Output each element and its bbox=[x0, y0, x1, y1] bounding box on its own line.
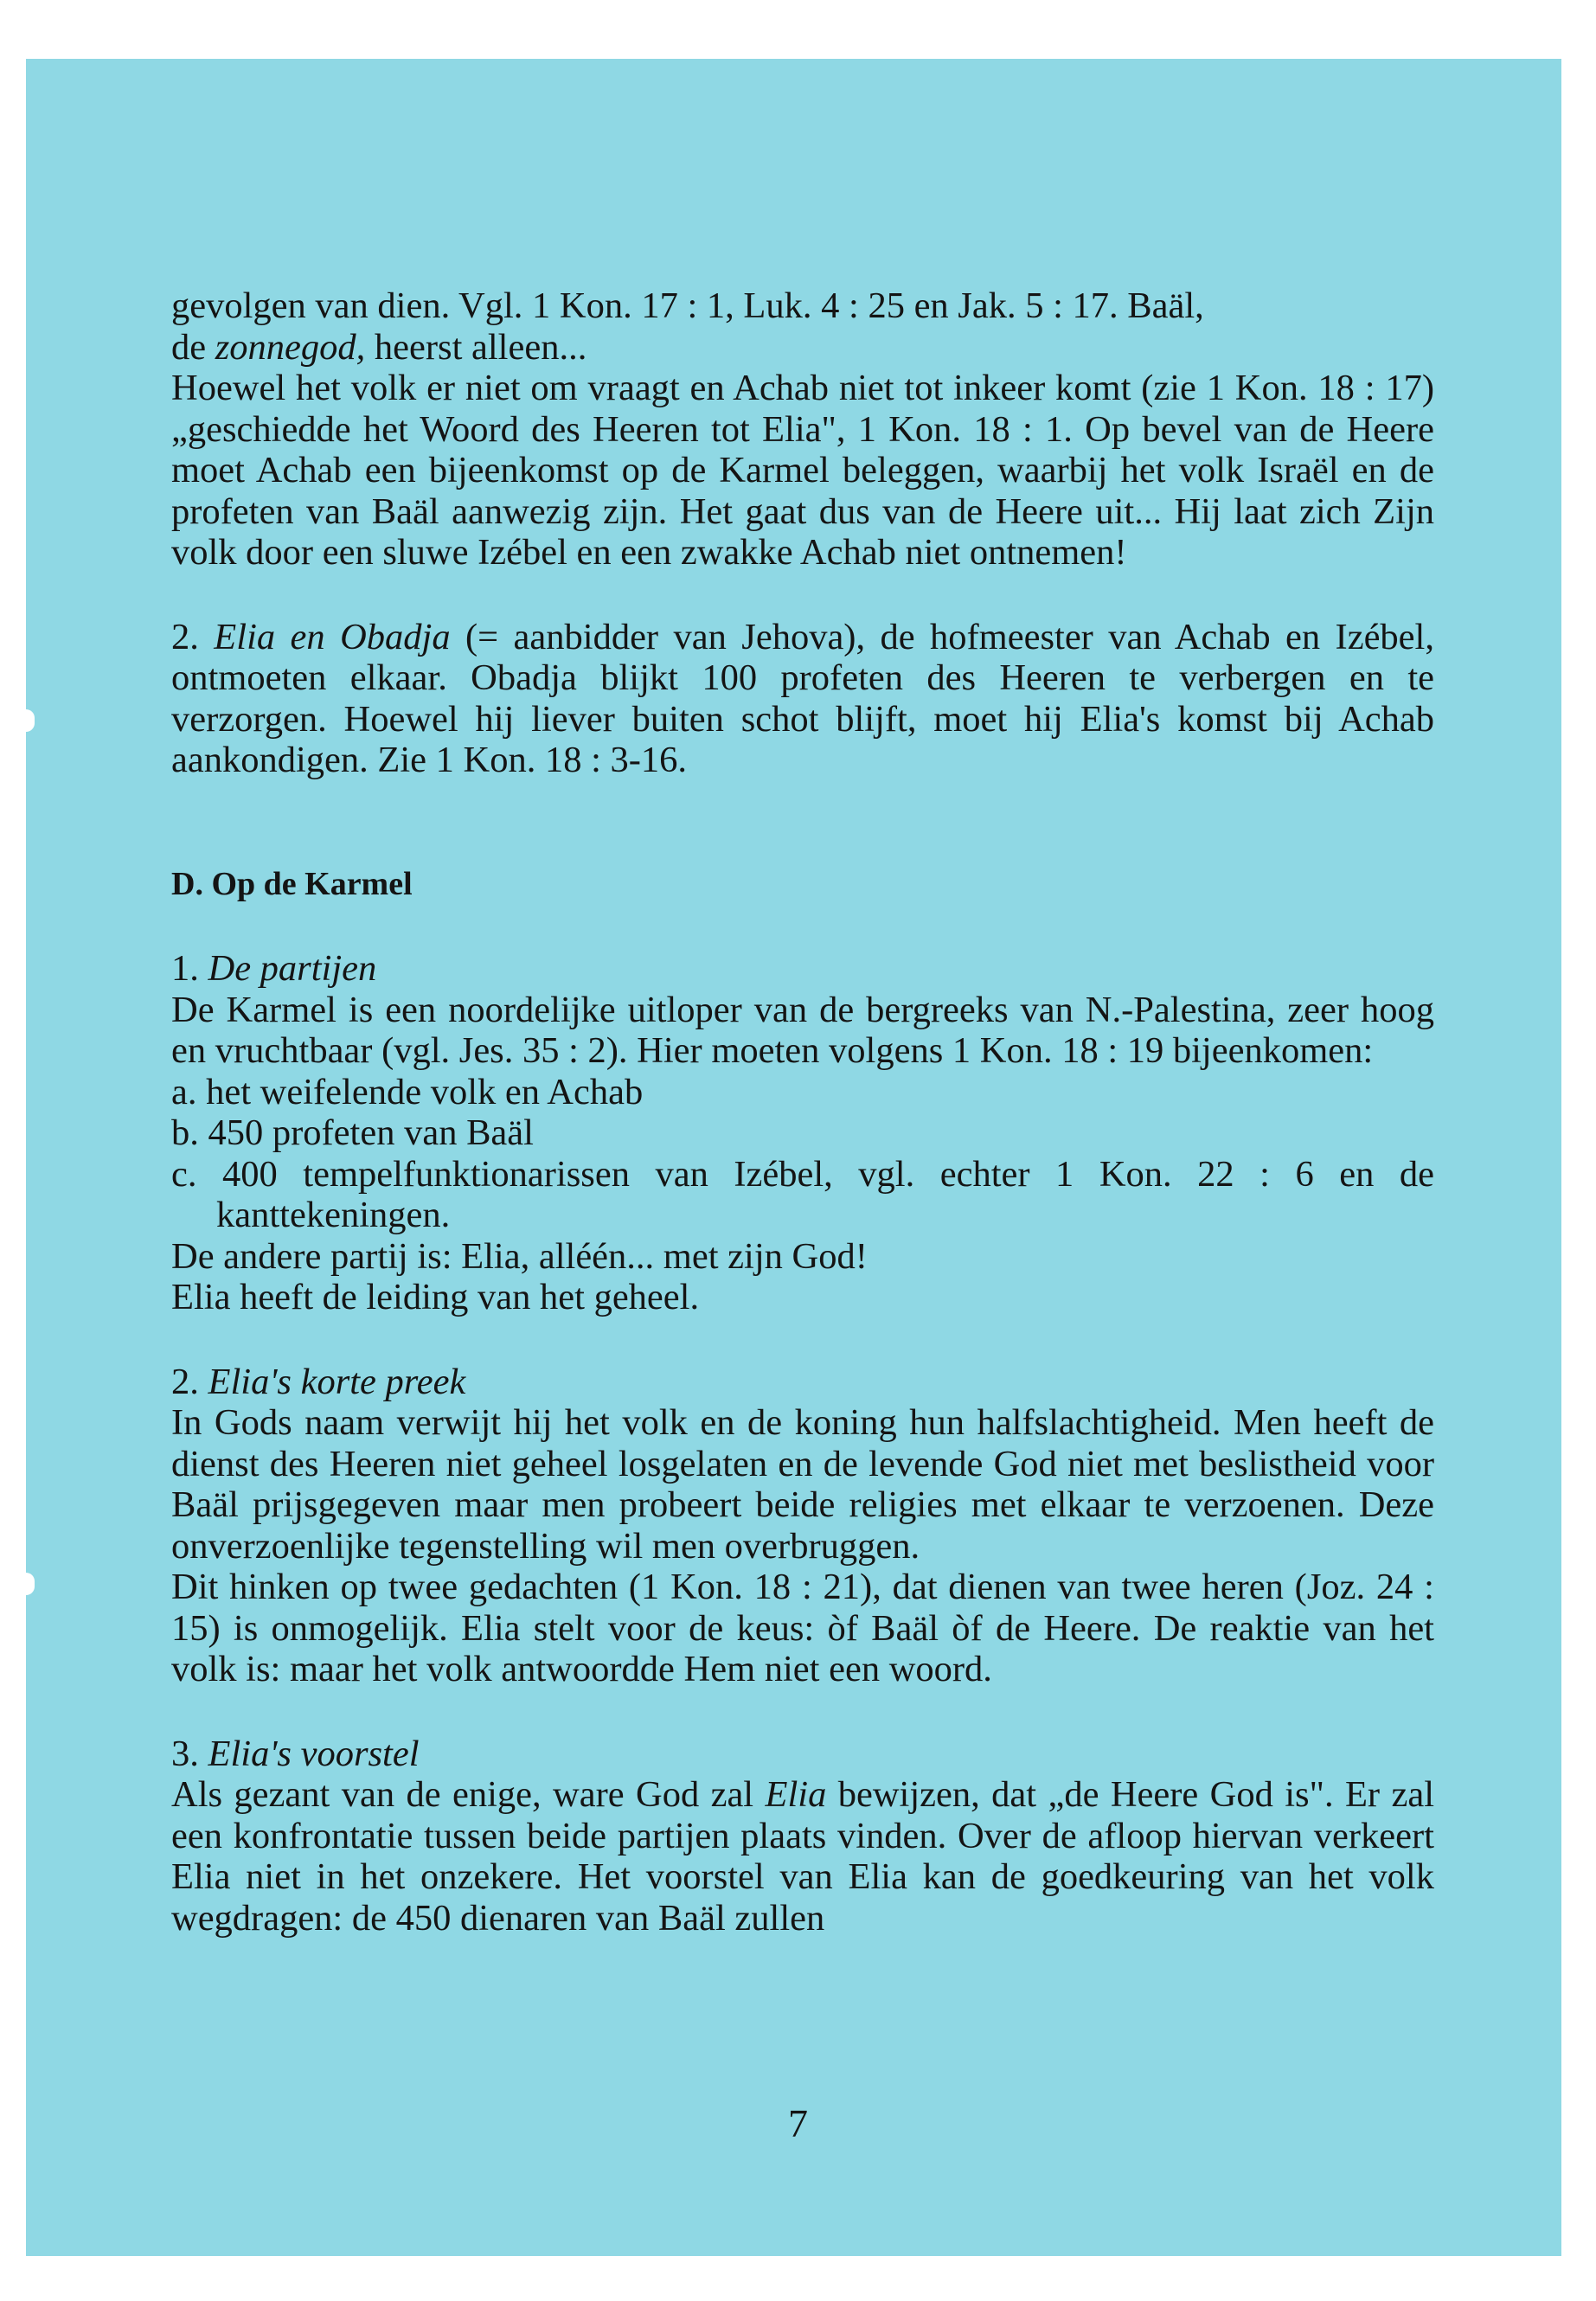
page-number: 7 bbox=[788, 2101, 808, 2145]
subsection-partijen: 1. De partijen De Karmel is een noordelijke uitloper van de bergreeks van N.-Palestina, zeer hoog en vruchtbaar (vgl. Jes. 35 : 2). Hier moeten volgens 1 Kon. 18 : 19 bijeenkomen: a. het weifelende volk en Achab b. 450 profeten van Baäl c. 400 tempelfunktionarissen van Izébel, vgl. echter 1 Kon. 22 : 6 en de kanttekeningen. De andere partij is: Elia, alléén... met zijn God! Elia heeft de leiding van het geheel. bbox=[171, 948, 1434, 1317]
page-body bbox=[171, 285, 1434, 1939]
intro-rest: Hoewel het volk er niet om vraagt en Achab niet tot inkeer komt (zie 1 Kon. 18 : 17) „geschiedde het Woord des Heeren tot Elia", 1 Kon. 18 : 1. Op bevel van de Heere moet Achab een bijeenkomst op de Karmel beleggen, waarbij het volk Israël en de profeten van Baäl aanwezig zijn. Het gaat dus van de Heere uit... Hij laat zich Zijn volk door een sluwe Izébel en een zwakke Achab niet ontnemen! bbox=[171, 368, 1434, 573]
list-item: b. 450 profeten van Baäl bbox=[171, 1112, 534, 1153]
paragraph-intro: gevolgen van dien. Vgl. 1 Kon. 17 : 1, Luk. 4 : 25 en Jak. 5 : 17. Baäl, de zonnegod, heerst alleen... Hoewel het volk er niet om vraagt en Achab niet tot inkeer komt (zie 1 Kon. 18 : 17) „geschiedde het Woord des Heeren tot Elia", 1 Kon. 18 : 1. Op bevel van de Heere moet Achab een bijeenkomst op de Karmel beleggen, waarbij het volk Israël en de profeten van Baäl aanwezig zijn. Het gaat dus van de Heere uit... Hij laat zich Zijn volk door een sluwe Izébel en een zwakke Achab niet ontnemen! bbox=[171, 285, 1434, 573]
subsection-title: Elia's voorstel bbox=[208, 1733, 420, 1774]
emphasis-elia: Elia bbox=[765, 1774, 827, 1815]
subsection-voorstel: 3. Elia's voorstel Als gezant van de enige, ware God zal Elia bewijzen, dat „de Heere God is". Er zal een konfrontatie tussen beide partijen plaats vinden. Over de afloop hiervan verkeert Elia niet in het onzekere. Het voorstel van Elia kan de goedkeuring van het volk wegdragen: de 450 dienaren van Baäl zullen bbox=[171, 1733, 1434, 1939]
subsection-korte-preek: 2. Elia's korte preek In Gods naam verwijt hij het volk en de koning hun halfslachtigheid. Men heeft de dienst des Heeren niet geheel losgelaten en de levende God niet met beslistheid voor Baäl prijsgegeven maar men probeert beide religies met elkaar te verzoenen. Deze onverzoenlijke tegenstelling wil men overbruggen. Dit hinken op twee gedachten (1 Kon. 18 : 21), dat dienen van twee heren (Joz. 24 : 15) is onmogelijk. Elia stelt voor de keus: òf Baäl òf de Heere. De reaktie van het volk is: maar het volk antwoordde Hem niet een woord. bbox=[171, 1361, 1434, 1689]
list-item: c. 400 tempelfunktionarissen van Izébel, vgl. echter 1 Kon. 22 : 6 en de kanttekeningen. bbox=[171, 1153, 1434, 1235]
subtitle-elia-obadja: Elia en Obadja bbox=[214, 616, 451, 657]
paragraph-text: Dit hinken op twee gedachten (1 Kon. 18 : 21), dat dienen van twee heren (Joz. 24 : 15) is onmogelijk. Elia stelt voor de keus: òf Baäl òf de Heere. De reaktie van het volk is: maar het volk antwoordde Hem niet een woord. bbox=[171, 1567, 1434, 1689]
paragraph-text: Als gezant van de enige, ware God zal Elia bewijzen, dat „de Heere God is". Er zal een konfrontatie tussen beide partijen plaats vinden. Over de afloop hiervan verkeert Elia niet in het onzekere. Het voorstel van Elia kan de goedkeuring van het volk wegdragen: de 450 dienaren van Baäl zullen bbox=[171, 1774, 1434, 1939]
intro-line-1: gevolgen van dien. Vgl. 1 Kon. 17 : 1, Luk. 4 : 25 en Jak. 5 : 17. Baäl, bbox=[171, 285, 1204, 326]
paragraph-text: De Karmel is een noordelijke uitloper van de bergreeks van N.-Palestina, zeer hoog en vruchtbaar (vgl. Jes. 35 : 2). Hier moeten volgens 1 Kon. 18 : 19 bijeenkomen: bbox=[171, 989, 1434, 1071]
paragraph-elia-obadja: 2. Elia en Obadja (= aanbidder van Jehova), de hofmeester van Achab en Izébel, ontmoeten elkaar. Obadja blijkt 100 profeten des Heeren te verbergen en te verzorgen. Hoewel hij liever buiten schot blijft, moet hij Elia's komst bij Achab aankondigen. Zie 1 Kon. 18 : 3-16. bbox=[171, 616, 1434, 780]
subsection-title: De partijen bbox=[208, 948, 377, 989]
paragraph-text: In Gods naam verwijt hij het volk en de koning hun halfslachtigheid. Men heeft de dienst des Heeren niet geheel losgelaten en de levende God niet met beslistheid voor Baäl prijsgegeven maar men probeert beide religies met elkaar te verzoenen. Deze onverzoenlijke tegenstelling wil men overbruggen. bbox=[171, 1402, 1434, 1567]
subsection-title: Elia's korte preek bbox=[208, 1361, 466, 1402]
paragraph-text: Elia heeft de leiding van het geheel. bbox=[171, 1277, 700, 1317]
paragraph-text: De andere partij is: Elia, alléén... met zijn God! bbox=[171, 1235, 868, 1277]
emphasis-zonnegod: zonnegod, bbox=[215, 326, 366, 368]
section-heading: D. Op de Karmel bbox=[171, 865, 413, 902]
list-item: a. het weifelende volk en Achab bbox=[171, 1071, 644, 1112]
